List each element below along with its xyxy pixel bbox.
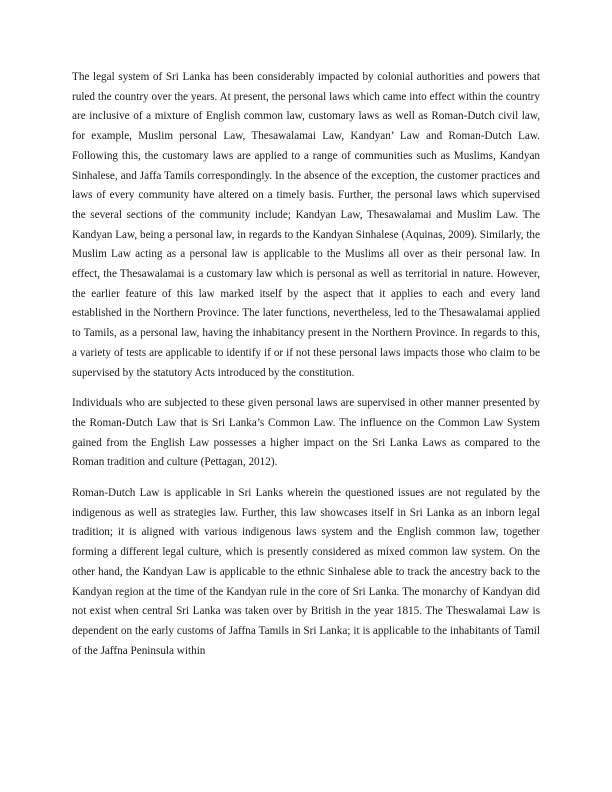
body-paragraph-3: Roman-Dutch Law is applicable in Sri Lanks wherein the questioned issues are not regulated by the indigenous as well as strategies law. Further, this law showcases itself in Sri Lanka as an inborn legal tradition; it is aligned with various indigenous laws system and the English common law, together forming a different legal culture, which is presently considered as mixed common law system. On the other hand, the Kandyan Law is applicable to the ethnic Sinhalese able to track the ancestry back to the Kandyan region at the time of the Kandyan rule in the core of Sri Lanka. The monarchy of Kandyan did not exist when central Sri Lanka was taken over by British in the year 1815. The Theswalamai Law is dependent on the early customs of Jaffna Tamils in Sri Lanka; it is applicable to the inhabitants of Tamil of the Jaffna Peninsula within xyxy=(72,487,540,657)
body-paragraph-1: The legal system of Sri Lanka has been considerably impacted by colonial authorities and powers that ruled the country over the years. At present, the personal laws which came into effect within the country are inclusive of a mixture of English common law, customary laws as well as Roman-Dutch civil law, for example, Muslim personal Law, Thesawalamai Law, Kandyan’ Law and Roman-Dutch Law. Following this, the customary laws are applied to a range of communities such as Muslims, Kandyan Sinhalese, and Jaffa Tamils correspondingly. In the absence of the exception, the customer practices and laws of every community have altered on a timely basis. Further, the personal laws which supervised the several sections of the community include; Kandyan Law, Thesawalamai and Muslim Law. The Kandyan Law, being a personal law, in regards to the Kandyan Sinhalese (Aquinas, 2009). Similarly, the Muslim Law acting as a personal law is applicable to the Muslims all over as their personal law. In effect, the Thesawalamai is a customary law which is personal as well as territorial in nature. However, the earlier feature of this law marked itself by the aspect that it applies to each and every land established in the Northern Province. The later functions, nevertheless, led to the Thesawalamai applied to Tamils, as a personal law, having the inhabitancy present in the Northern Province. In regards to this, a variety of tests are applicable to identify if or if not these personal laws impacts those who claim to be supervised by the statutory Acts introduced by the constitution. xyxy=(72,71,540,379)
body-paragraph-2: Individuals who are subjected to these given personal laws are supervised in other manner presented by the Roman-Dutch Law that is Sri Lanka’s Common Law. The influence on the Common Law System gained from the English Law possesses a higher impact on the Sri Lanka Laws as compared to the Roman tradition and culture (Pettagan, 2012). xyxy=(72,397,540,469)
